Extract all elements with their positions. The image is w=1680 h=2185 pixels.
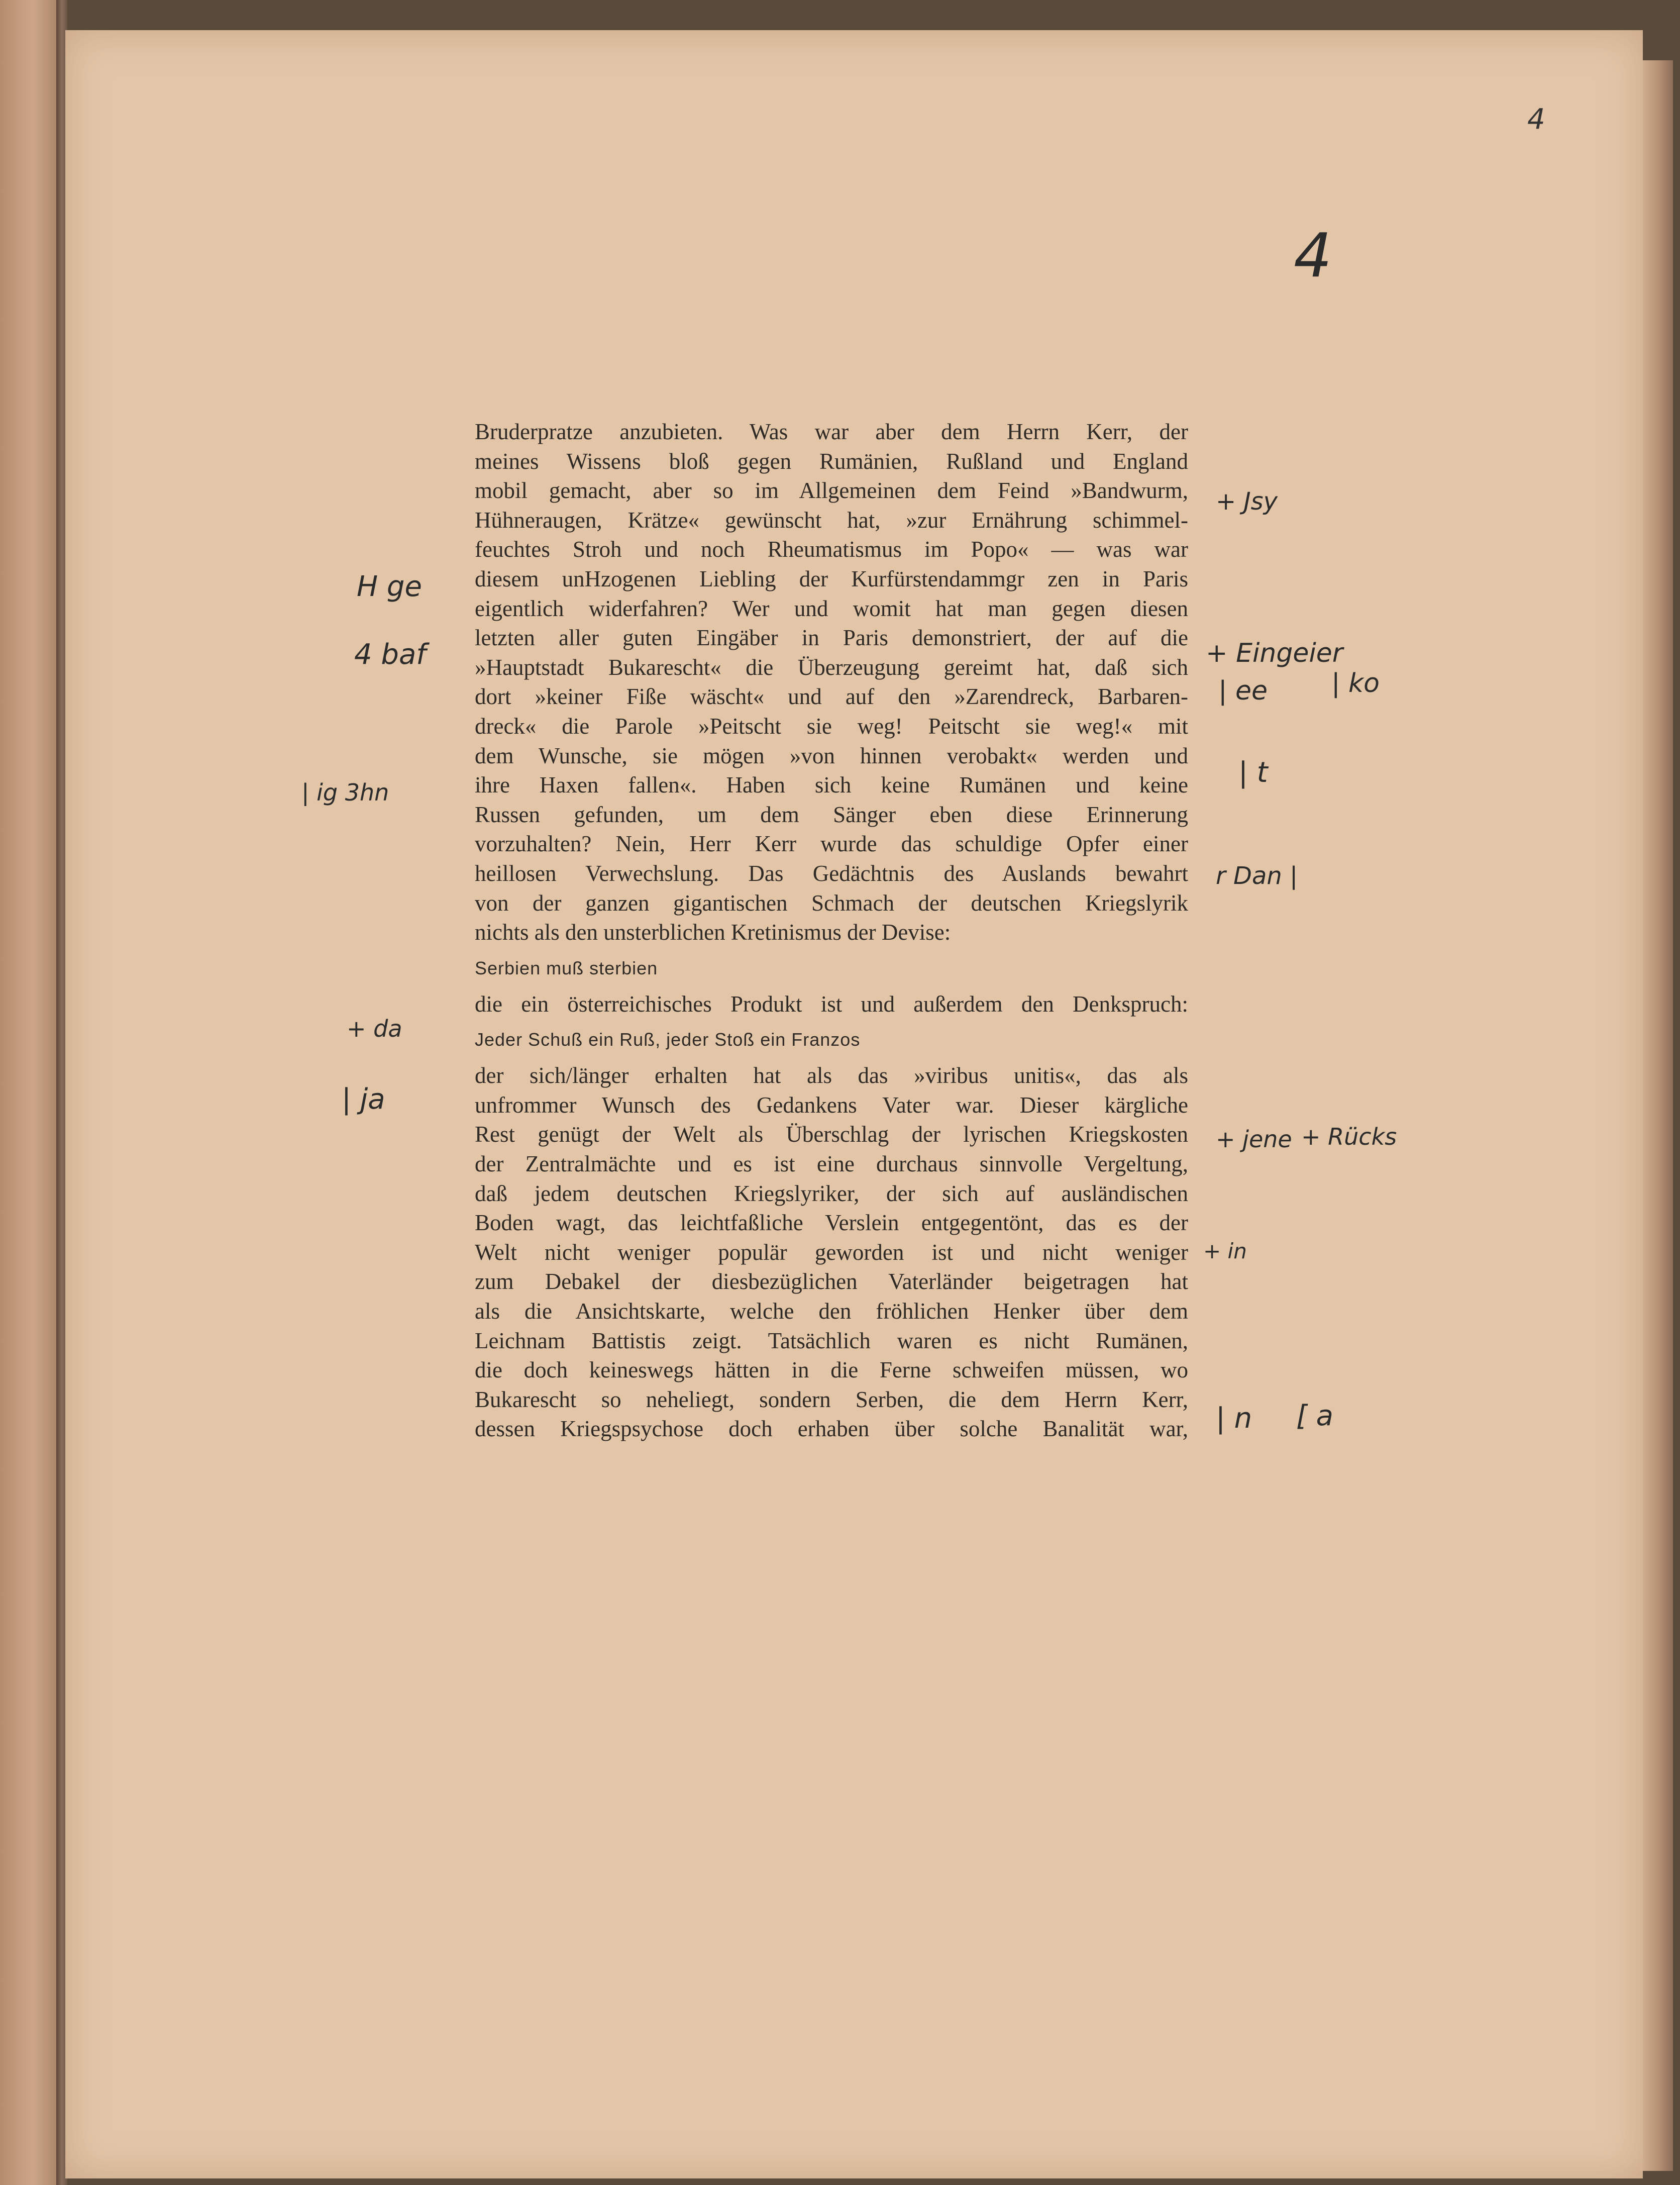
text-line: diesem unHzogenen Liebling der Kurfürstendammgr zen in Paris: [475, 566, 1188, 591]
text-line: dem Wunsche, sie mögen »von hinnen verobakt« werden und: [475, 743, 1188, 768]
page-number-handwritten: 4: [1294, 221, 1332, 291]
text-line: Hühneraugen, Krätze« gewünscht hat, »zur Ernährung schimmel-: [475, 507, 1188, 533]
text-line: die doch keineswegs hätten in die Ferne schweifen müssen, wo: [475, 1357, 1188, 1383]
margin-note-right: + jene: [1216, 1126, 1292, 1153]
margin-note-right: | t: [1238, 756, 1268, 789]
margin-note-left: | ig 3hn: [301, 779, 389, 806]
margin-note-right: | ko: [1331, 668, 1380, 699]
margin-note-right: r Dan |: [1216, 862, 1298, 890]
margin-note-right: + Rücks: [1301, 1123, 1397, 1150]
text-line: Boden wagt, das leichtfaßliche Verslein entgegentönt, das es der: [475, 1210, 1188, 1236]
margin-note-right: | ee: [1218, 676, 1268, 706]
margin-note-right: [ a: [1296, 1400, 1333, 1432]
text-line: »Hauptstadt Bukarescht« die Überzeugung gereimt hat, daß sich: [475, 654, 1188, 680]
text-line: dessen Kriegspsychose doch erhaben über solche Banalität war,: [475, 1416, 1188, 1442]
text-line: letzten aller guten Eingäber in Paris demonstriert, der auf die: [475, 625, 1188, 651]
margin-note-left: | ja: [342, 1083, 385, 1116]
text-line: Rest genügt der Welt als Überschlag der lyrischen Kriegskosten: [475, 1122, 1188, 1147]
text-line: Bukarescht so neheliegt, sondern Serben, die dem Herrn Kerr,: [475, 1386, 1188, 1412]
text-line: dreck« die Parole »Peitscht sie weg! Peitscht sie weg!« mit: [475, 713, 1188, 739]
quote-serbien: Serbien muß sterbien: [475, 957, 658, 978]
text-line: meines Wissens bloß gegen Rumänien, Rußland und England: [475, 448, 1188, 474]
text-line: ihre Haxen fallen«. Haben sich keine Rumänen und keine: [475, 772, 1188, 798]
text-line: unfrommer Wunsch des Gedankens Vater war. Dieser kärgliche: [475, 1092, 1188, 1118]
text-line: der Zentralmächte und es ist eine durchaus sinnvolle Vergeltung,: [475, 1151, 1188, 1177]
margin-note-right: + Jsy: [1216, 487, 1278, 516]
page-stack-edge: [1643, 60, 1673, 2171]
text-line: vorzuhalten? Nein, Herr Kerr wurde das schuldige Opfer einer: [475, 831, 1188, 857]
text-line: heillosen Verwechslung. Das Gedächtnis des Auslands bewahrt: [475, 860, 1188, 886]
text-line: Russen gefunden, um dem Sänger eben diese Erinnerung: [475, 802, 1188, 827]
text-line: Leichnam Battistis zeigt. Tatsächlich waren es nicht Rumänen,: [475, 1328, 1188, 1353]
text-line: mobil gemacht, aber so im Allgemeinen dem Feind »Bandwurm,: [475, 478, 1188, 504]
margin-note-right: + Eingeier: [1206, 638, 1343, 668]
page-number-corner: 4: [1527, 103, 1545, 136]
text-line: von der ganzen gigantischen Schmach der deutschen Kriegslyrik: [475, 890, 1188, 916]
text-line: nichts als den unsterblichen Kretinismus der Devise:: [475, 920, 951, 945]
text-line: Welt nicht weniger populär geworden ist und nicht weniger: [475, 1239, 1188, 1265]
text-line: die ein österreichisches Produkt ist und außerdem den Denkspruch:: [475, 991, 1188, 1017]
quote-jeder-schuss: Jeder Schuß ein Ruß, jeder Stoß ein Franzos: [475, 1029, 861, 1050]
margin-note-left: + da: [347, 1015, 402, 1042]
text-line: eigentlich widerfahren? Wer und womit hat man gegen diesen: [475, 595, 1188, 621]
text-line: dort »keiner Fiße wäscht« und auf den »Zarendreck, Barbaren-: [475, 684, 1188, 710]
text-line: daß jedem deutschen Kriegslyriker, der sich auf ausländischen: [475, 1180, 1188, 1206]
text-line: zum Debakel der diesbezüglichen Vaterländer beigetragen hat: [475, 1269, 1188, 1295]
margin-note-left: H ge: [357, 570, 422, 603]
margin-note-right: | n: [1216, 1402, 1252, 1435]
margin-note-left: 4 baf: [354, 638, 427, 671]
text-line: Bruderpratze anzubieten. Was war aber dem Herrn Kerr, der: [475, 419, 1188, 444]
body-text: [475, 417, 1188, 1444]
left-facing-page: [0, 0, 60, 2185]
margin-note-right: + in: [1203, 1239, 1247, 1263]
text-line: als die Ansichtskarte, welche den fröhlichen Henker über dem: [475, 1299, 1188, 1324]
text-line: feuchtes Stroh und noch Rheumatismus im Popo« — was war: [475, 537, 1188, 562]
text-line: der sich/länger erhalten hat als das »viribus unitis«, das als: [475, 1063, 1188, 1088]
